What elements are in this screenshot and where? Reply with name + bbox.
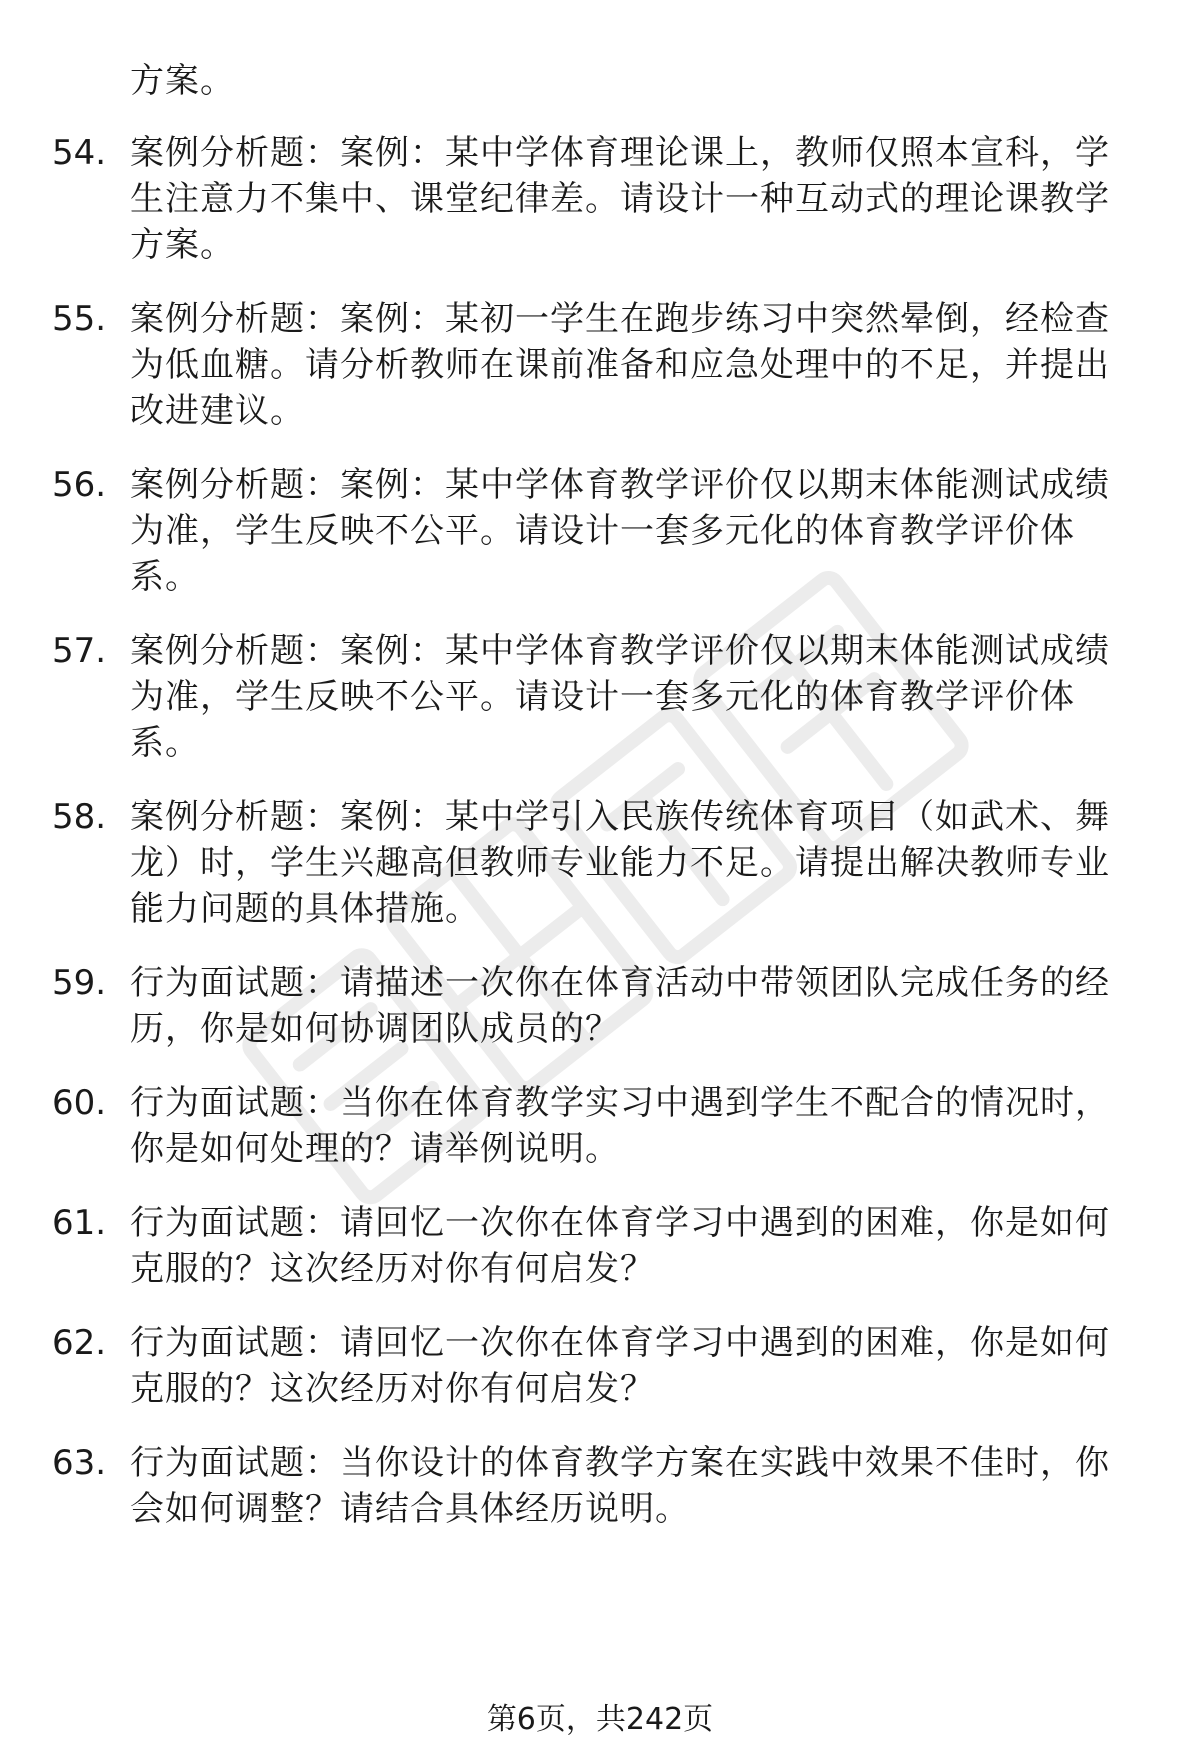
item-text: 案例分析题：案例：某初一学生在跑步练习中突然晕倒，经检查为低血糖。请分析教师在课前准备和应急处理中的不足，并提出改进建议。 xyxy=(130,299,1110,431)
continuation-text: 方案。 xyxy=(130,61,235,101)
item-number: 55. xyxy=(52,299,107,339)
item-text: 案例分析题：案例：某中学引入民族传统体育项目（如武术、舞龙）时，学生兴趣高但教师专业能力不足。请提出解决教师专业能力问题的具体措施。 xyxy=(130,797,1110,929)
item-number: 60. xyxy=(52,1083,107,1123)
item-number: 59. xyxy=(52,963,107,1003)
item-number: 58. xyxy=(52,797,107,837)
item-number: 57. xyxy=(52,631,107,671)
item-text: 行为面试题：请回忆一次你在体育学习中遇到的困难，你是如何克服的？这次经历对你有何启发？ xyxy=(130,1203,1110,1289)
page-footer: 第6页，共242页 xyxy=(486,1702,714,1737)
item-number: 62. xyxy=(52,1323,107,1363)
item-number: 54. xyxy=(52,133,107,173)
item-text: 案例分析题：案例：某中学体育教学评价仅以期末体能测试成绩为准，学生反映不公平。请设计一套多元化的体育教学评价体系。 xyxy=(130,465,1110,597)
item-number: 61. xyxy=(52,1203,107,1243)
item-text: 行为面试题：当你设计的体育教学方案在实践中效果不佳时，你会如何调整？请结合具体经历说明。 xyxy=(130,1443,1110,1529)
item-text: 案例分析题：案例：某中学体育教学评价仅以期末体能测试成绩为准，学生反映不公平。请设计一套多元化的体育教学评价体系。 xyxy=(130,631,1110,763)
item-text: 行为面试题：当你在体育教学实习中遇到学生不配合的情况时，你是如何处理的？请举例说明。 xyxy=(130,1083,1110,1169)
item-text: 行为面试题：请回忆一次你在体育学习中遇到的困难，你是如何克服的？这次经历对你有何启发？ xyxy=(130,1323,1110,1409)
item-number: 56. xyxy=(52,465,107,505)
item-text: 案例分析题：案例：某中学体育理论课上，教师仅照本宣科，学生注意力不集中、课堂纪律差。请设计一种互动式的理论课教学方案。 xyxy=(130,133,1110,265)
item-number: 63. xyxy=(52,1443,107,1483)
item-text: 行为面试题：请描述一次你在体育活动中带领团队完成任务的经历，你是如何协调团队成员的？ xyxy=(130,963,1110,1049)
